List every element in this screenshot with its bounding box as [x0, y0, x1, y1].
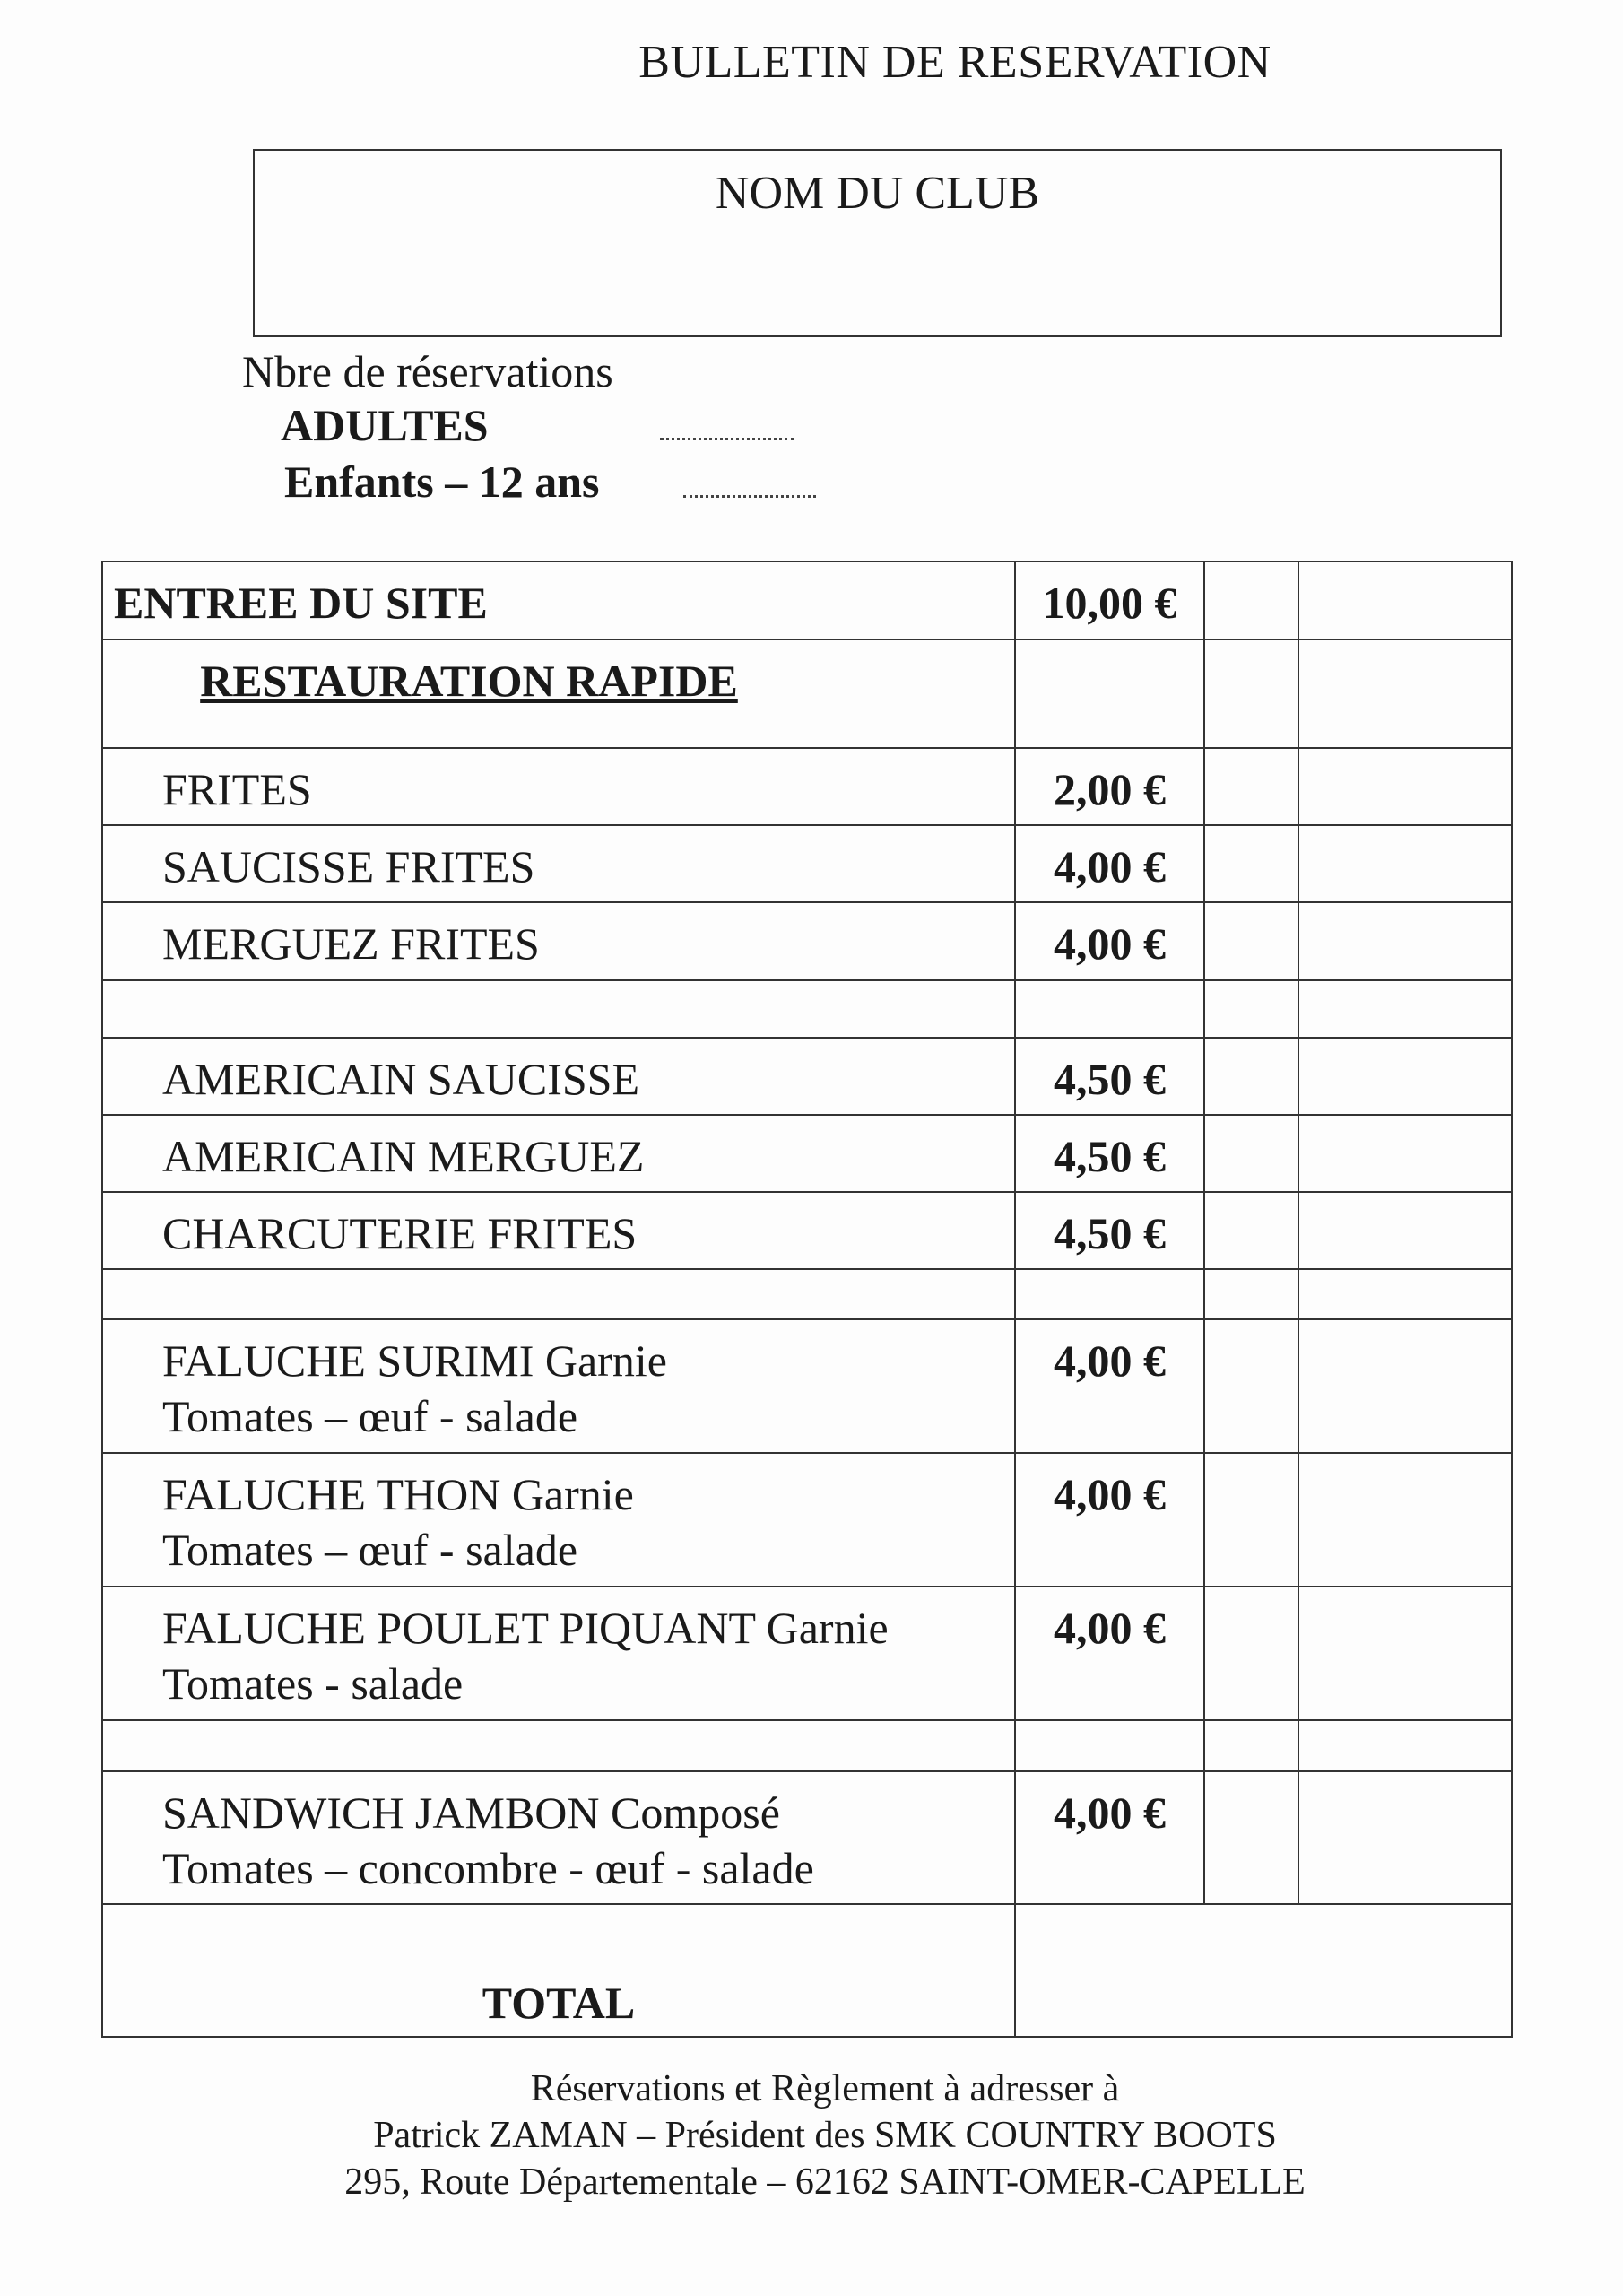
table-row — [102, 1319, 1512, 1453]
item-name: MERGUEZ FRITES — [162, 918, 540, 970]
table-row-spacer — [102, 1269, 1512, 1319]
amount-cell[interactable] — [1298, 1453, 1512, 1587]
item-name: FALUCHE SURIMI Garnie — [162, 1335, 667, 1386]
item-detail: Tomates – œuf - salade — [162, 1525, 578, 1576]
qty-cell[interactable] — [1204, 1453, 1298, 1587]
table-row — [102, 1192, 1512, 1269]
amount-cell[interactable] — [1298, 1038, 1512, 1115]
children-label: Enfants – 12 ans — [284, 457, 600, 507]
item-name: FRITES — [162, 764, 312, 815]
children-count-field[interactable] — [683, 495, 816, 498]
item-name: AMERICAIN MERGUEZ — [162, 1130, 645, 1181]
qty-cell[interactable] — [1204, 1192, 1298, 1269]
amount-cell[interactable] — [1298, 902, 1512, 979]
item-price: 4,50 € — [1054, 1130, 1166, 1181]
item-price: 4,00 € — [1054, 841, 1166, 892]
menu-table — [101, 561, 1513, 2038]
item-name: FALUCHE THON Garnie — [162, 1469, 634, 1520]
table-row-entry — [102, 561, 1512, 639]
table-row — [102, 1771, 1512, 1904]
total-label: TOTAL — [102, 1904, 1015, 2037]
item-price: 4,50 € — [1054, 1207, 1166, 1258]
item-name: SAUCISSE FRITES — [162, 841, 535, 892]
item-price: 4,00 € — [1054, 1787, 1166, 1838]
club-name-box[interactable] — [253, 149, 1502, 337]
qty-cell[interactable] — [1204, 748, 1298, 825]
qty-cell[interactable] — [1204, 1771, 1298, 1904]
item-price: 4,00 € — [1054, 1335, 1166, 1386]
reservations-label: Nbre de réservations — [242, 346, 613, 396]
item-price: 4,00 € — [1054, 1469, 1166, 1520]
table-row-total — [102, 1904, 1512, 2037]
adults-count-field[interactable] — [660, 438, 794, 440]
page-title: BULLETIN DE RESERVATION — [638, 37, 1271, 88]
amount-cell[interactable] — [1298, 1587, 1512, 1720]
item-price: 4,00 € — [1054, 918, 1166, 970]
qty-cell[interactable] — [1204, 825, 1298, 902]
amount-cell[interactable] — [1298, 1771, 1512, 1904]
item-price: 4,50 € — [1054, 1053, 1166, 1104]
amount-cell[interactable] — [1298, 825, 1512, 902]
footer-line-1: Réservations et Règlement à adresser à — [530, 2068, 1120, 2109]
table-row — [102, 1587, 1512, 1720]
table-row — [102, 1115, 1512, 1192]
amount-cell[interactable] — [1298, 1115, 1512, 1192]
qty-cell[interactable] — [1204, 902, 1298, 979]
qty-cell[interactable] — [1204, 1038, 1298, 1115]
item-price: 4,00 € — [1054, 1603, 1166, 1654]
entry-amount-cell[interactable] — [1298, 561, 1512, 639]
qty-cell[interactable] — [1204, 1115, 1298, 1192]
item-name: SANDWICH JAMBON Composé — [162, 1787, 780, 1838]
table-row — [102, 825, 1512, 902]
footer — [0, 2066, 1623, 2205]
club-name-label: NOM DU CLUB — [715, 168, 1040, 219]
total-amount-cell[interactable] — [1015, 1904, 1512, 2037]
entry-name-cell — [102, 561, 1015, 639]
item-price: 2,00 € — [1054, 764, 1166, 815]
item-detail: Tomates - salade — [162, 1658, 464, 1709]
table-row — [102, 902, 1512, 979]
table-row-section — [102, 639, 1512, 748]
adults-label: ADULTES — [281, 400, 489, 450]
entry-qty-cell[interactable] — [1204, 561, 1298, 639]
item-detail: Tomates – concombre - œuf - salade — [162, 1842, 814, 1893]
amount-cell[interactable] — [1298, 1319, 1512, 1453]
table-row-spacer — [102, 980, 1512, 1038]
footer-line-3: 295, Route Départementale – 62162 SAINT-OMER-CAPELLE — [344, 2161, 1306, 2203]
item-name: FALUCHE POULET PIQUANT Garnie — [162, 1603, 889, 1654]
item-name: CHARCUTERIE FRITES — [162, 1207, 638, 1258]
entry-price: 10,00 € — [1042, 578, 1177, 628]
entry-price-cell — [1015, 561, 1204, 639]
qty-cell[interactable] — [1204, 1319, 1298, 1453]
entry-name: ENTREE DU SITE — [114, 578, 488, 628]
table-row-spacer — [102, 1720, 1512, 1770]
section-title: RESTAURATION RAPIDE — [200, 656, 738, 707]
table-row — [102, 1038, 1512, 1115]
section-title-cell — [102, 639, 1015, 748]
table-row — [102, 1453, 1512, 1587]
qty-cell[interactable] — [1204, 1587, 1298, 1720]
footer-line-2: Patrick ZAMAN – Président des SMK COUNTRY BOOTS — [373, 2115, 1277, 2156]
item-detail: Tomates – œuf - salade — [162, 1390, 578, 1441]
amount-cell[interactable] — [1298, 748, 1512, 825]
item-name: AMERICAIN SAUCISSE — [162, 1053, 640, 1104]
amount-cell[interactable] — [1298, 1192, 1512, 1269]
table-row — [102, 748, 1512, 825]
